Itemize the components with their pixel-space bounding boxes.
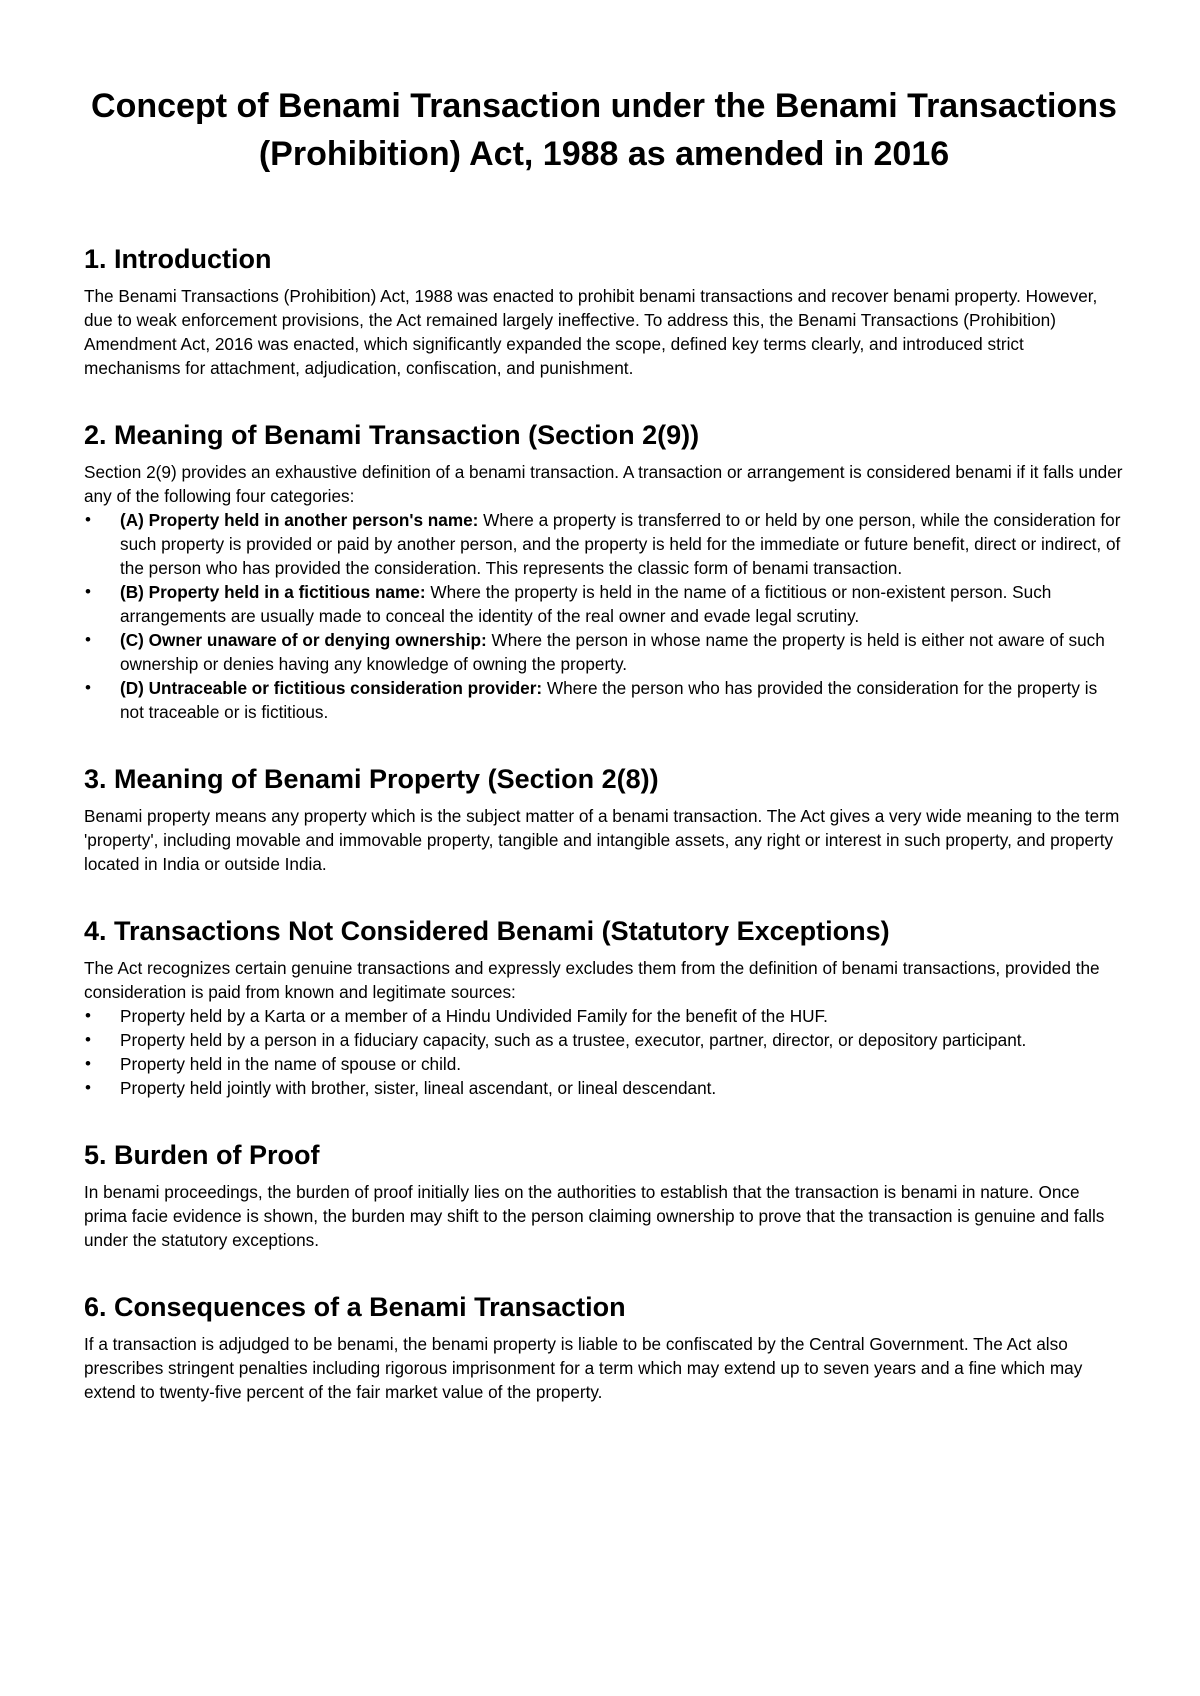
section-heading: 1. Introduction [84,244,272,274]
list-item [84,1028,1124,1052]
list-item-text: Property held jointly with brother, sister, lineal ascendant, or lineal descendant. [120,1078,717,1098]
section-statutory-exceptions [84,914,1124,1100]
bullet-icon: • [85,630,91,649]
section-heading: 3. Meaning of Benami Property (Section 2(8)) [84,764,659,794]
section-paragraph: In benami proceedings, the burden of proof initially lies on the authorities to establish that the transaction is benami in nature. Once prima facie evidence is shown, the burden may shift to the person claiming ownership to prove that the transaction is genuine and falls under the statutory exceptions. [84,1182,1105,1250]
bullet-icon: • [85,582,91,601]
section-burden-of-proof [84,1138,1124,1252]
section-paragraph: If a transaction is adjudged to be benami, the benami property is liable to be confiscated by the Central Government. The Act also prescribes stringent penalties including rigorous imprisonment for a term which may extend up to seven years and a fine which may extend to twenty-five percent of the fair market value of the property. [84,1334,1083,1402]
list-item [84,508,1124,580]
section-paragraph: Section 2(9) provides an exhaustive definition of a benami transaction. A transaction or arrangement is considered benami if it falls under any of the following four categories: [84,462,1123,506]
document-title: Concept of Benami Transaction under the Benami Transactions (Prohibition) Act, 1988 as amended in 2016 [91,87,1117,173]
document-page [84,82,1124,1404]
category-list [84,508,1124,724]
bullet-icon: • [85,1006,91,1025]
list-item-text: Where the property is held in the name of a fictitious or non-existent person. Such arrangements are usually made to conceal the identity of the real owner and evade legal scrutiny. [120,582,1052,626]
bullet-icon: • [85,1078,91,1097]
bullet-icon: • [85,510,91,529]
list-item [84,1076,1124,1100]
section-heading: 6. Consequences of a Benami Transaction [84,1292,626,1322]
list-item-text: Where the person who has provided the consideration for the property is not traceable or is fictitious. [120,678,1098,722]
section-heading: 5. Burden of Proof [84,1140,320,1170]
list-item-text: Property held by a person in a fiduciary capacity, such as a trustee, executor, partner, director, or depository participant. [120,1030,1027,1050]
section-heading: 4. Transactions Not Considered Benami (Statutory Exceptions) [84,916,890,946]
section-meaning-benami-property [84,762,1124,876]
bullet-icon: • [85,1054,91,1073]
section-paragraph: The Act recognizes certain genuine transactions and expressly excludes them from the definition of benami transactions, provided the consideration is paid from known and legitimate sources: [84,958,1100,1002]
list-item-text: Property held by a Karta or a member of a Hindu Undivided Family for the benefit of the HUF. [120,1006,828,1026]
bullet-icon: • [85,1030,91,1049]
list-item [84,628,1124,676]
section-paragraph: Benami property means any property which is the subject matter of a benami transaction. The Act gives a very wide meaning to the term 'property', including movable and immovable property, tangible and intangible assets, any right or interest in such property, and property located in India or outside India. [84,806,1120,874]
section-paragraph: The Benami Transactions (Prohibition) Act, 1988 was enacted to prohibit benami transactions and recover benami property. However, due to weak enforcement provisions, the Act remained largely ineffective. To address this, the Benami Transactions (Prohibition) Amendment Act, 2016 was enacted, which significantly expanded the scope, defined key terms clearly, and introduced strict mechanisms for attachment, adjudication, confiscation, and punishment. [84,286,1098,378]
section-introduction [84,242,1124,380]
section-meaning-benami-transaction [84,418,1124,724]
exception-list [84,1004,1124,1100]
list-item-label: (B) Property held in a fictitious name: [120,582,426,602]
list-item-label: (D) Untraceable or fictitious consideration provider: [120,678,543,698]
list-item [84,580,1124,628]
list-item-text: Where the person in whose name the property is held is either not aware of such ownership or denies having any knowledge of owning the property. [120,630,1105,674]
list-item-label: (A) Property held in another person's name: [120,510,479,530]
list-item [84,1052,1124,1076]
section-heading: 2. Meaning of Benami Transaction (Section 2(9)) [84,420,700,450]
list-item-label: (C) Owner unaware of or denying ownership: [120,630,487,650]
list-item-text: Property held in the name of spouse or child. [120,1054,462,1074]
list-item-text: Where a property is transferred to or held by one person, while the consideration for such property is provided or paid by another person, and the property is held for the immediate or future benefit, direct or indirect, of the person who has provided the consideration. This represents the classic form of benami transaction. [120,510,1121,578]
list-item [84,676,1124,724]
bullet-icon: • [85,678,91,697]
list-item [84,1004,1124,1028]
section-consequences [84,1290,1124,1404]
